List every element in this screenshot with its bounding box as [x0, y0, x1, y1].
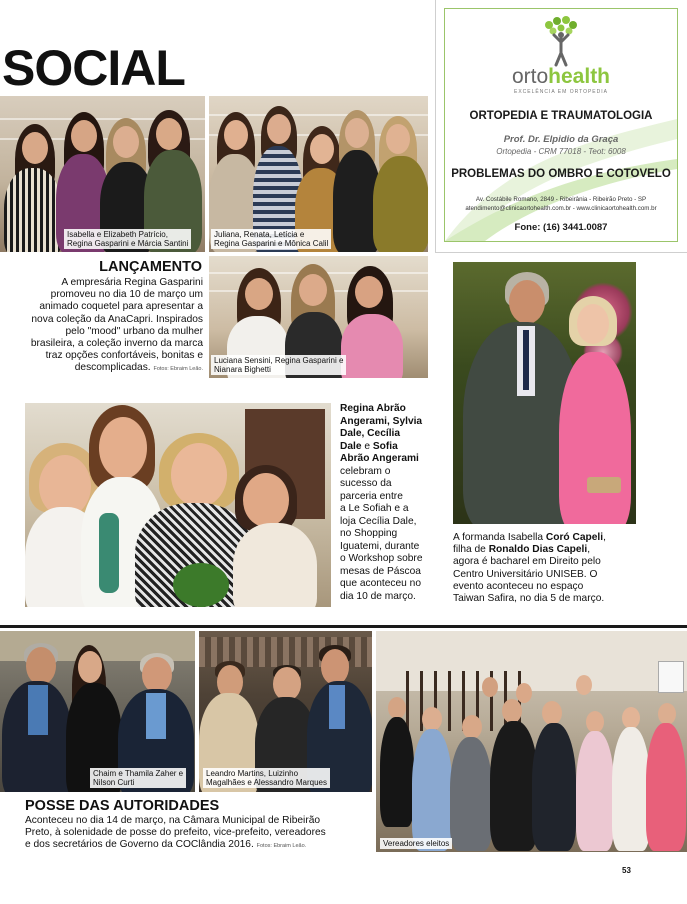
ad-contact[interactable]: atendimento@clinicaortohealth.com.br - www.clinicaortohealth.com.br	[465, 205, 657, 212]
ad-credentials: Ortopedia - CRM 77018 - Teot: 6008	[496, 147, 626, 156]
ad-phone[interactable]: Fone: (16) 3441.0087	[514, 222, 608, 233]
photo-vereadores-eleitos	[376, 631, 687, 852]
ad-headline: PROBLEMAS DO OMBRO E COTOVELO	[451, 168, 671, 180]
caption-bottom2: Leandro Martins, Luizinho Magalhães e Alessandro Marques	[203, 768, 330, 788]
ad-doctor: Prof. Dr. Elpidio da Graça	[503, 134, 619, 145]
photo-formanda-isabella	[453, 262, 636, 524]
ad-inner-frame	[444, 8, 678, 242]
regina-text: Regina Abrão Angerami, Sylvia Dale, Cecília Dale e Sofia Abrão Angerami celebram o sucesso da parceria entre a Le Sofiah e a loja Cecília Dale, no Shopping Iguatemi, durante o Workshop sobre mesas de Páscoa que aconteceu no dia 10 de março.	[340, 403, 423, 602]
page-number: 53	[622, 866, 631, 875]
ad-specialty: ORTOPEDIA E TRAUMATOLOGIA	[469, 110, 653, 122]
ad-address: Av. Costábile Romano, 2849 - Ribeirânia - Ribeirão Preto - SP	[475, 196, 647, 203]
section-divider	[0, 625, 687, 628]
caption-photo3: Luciana Sensini, Regina Gasparini e Nianara Bighetti	[211, 355, 346, 375]
caption-bottom1: Chaim e Thamila Zaher e Nilson Curti	[90, 768, 186, 788]
lancamento-title: LANÇAMENTO	[99, 259, 202, 275]
caption-bottom3: Vereadores eleitos	[380, 838, 452, 849]
tree-logo-icon	[539, 15, 583, 67]
orthohealth-ad[interactable]	[435, 0, 687, 253]
lancamento-body: A empresária Regina Gasparini promoveu no dia 10 de março um animado coquetel para apresentar a nova coleção da AnaCapri. Inspirados pelo "mood" urbano da mulher brasileira, a coleção inverno da marca traz opções confortáveis, bonitas e descomplicadas. Fotos: Ebraim Leão.	[30, 277, 203, 374]
caption-photo1: Isabella e Elizabeth Patrício, Regina Gasparini e Márcia Santini	[64, 229, 191, 249]
formanda-text: A formanda Isabella Coró Capeli, filha de Ronaldo Dias Capeli, agora é bacharel em Direito pelo Centro Universitário UNISEB. O evento aconteceu no espaço Taiwan Safira, no dia 5 de março.	[453, 532, 606, 605]
posse-body: Aconteceu no dia 14 de março, na Câmara Municipal de Ribeirão Preto, à solenidade de posse do prefeito, vice-prefeito, vereadores e dos secretários de Governo da COClândia 2016. Fotos: Ebraim Leão.	[25, 815, 326, 851]
caption-photo2: Juliana, Renata, Letícia e Regina Gasparini e Mônica Calil	[211, 229, 331, 249]
section-title: SOCIAL	[2, 40, 185, 96]
ad-brand: ortohealth	[511, 65, 611, 88]
posse-title: POSSE DAS AUTORIDADES	[25, 798, 220, 814]
photo-regina-sylvia-cecilia-sofia	[25, 403, 331, 607]
ad-tagline: EXCELÊNCIA EM ORTOPEDIA	[514, 89, 608, 95]
